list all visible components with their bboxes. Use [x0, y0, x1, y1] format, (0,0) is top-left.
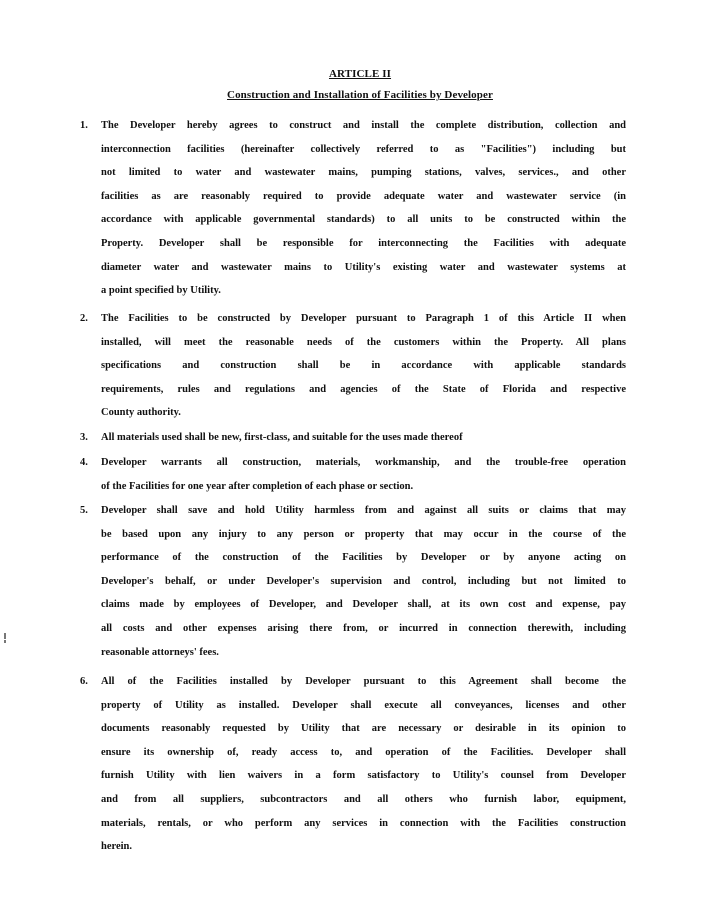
paragraph-line: County authority.	[101, 407, 181, 419]
paragraph-line: The Facilities to be constructed by Developer pursuant to Paragraph 1 of this Article II when	[101, 313, 626, 324]
scan-mark	[4, 633, 6, 639]
paragraph-line: ensure its ownership of, ready access to, and operation of the Facilities. Developer shall	[101, 746, 626, 758]
paragraph-line: accordance with applicable governmental standards) to all units to be constructed within the	[101, 214, 626, 226]
paragraph-line: facilities as are reasonably required to provide adequate water and wastewater service (in	[101, 190, 626, 202]
paragraph-line: Developer shall save and hold Utility harmless from and against all suits or claims that may	[101, 505, 626, 516]
paragraph-line: a point specified by Utility.	[101, 285, 221, 297]
paragraph-line: not limited to water and wastewater mains, pumping stations, valves, services., and other	[101, 167, 626, 179]
paragraph-line: be based upon any injury to any person or property that may occur in the course of the	[101, 528, 626, 540]
paragraph-line: herein.	[101, 841, 133, 853]
paragraph-line: Developer warrants all construction, materials, workmanship, and the trouble-free operation	[101, 457, 626, 468]
paragraph-number: 4.	[80, 457, 88, 468]
paragraph-line: diameter water and wastewater mains to Utility's existing water and wastewater systems at	[101, 261, 626, 273]
paragraph-line: Property. Developer shall be responsible for interconnecting the Facilities with adequate	[101, 237, 626, 249]
paragraph-line: of the Facilities for one year after completion of each phase or section.	[101, 480, 414, 492]
article-subheading: Construction and Installation of Facilities by Developer	[227, 89, 493, 101]
paragraph-line: claims made by employees of Developer, and Developer shall, at its own cost and expense, pay	[101, 599, 626, 611]
paragraph-line: property of Utility as installed. Developer shall execute all conveyances, licenses and other	[101, 699, 626, 711]
paragraph-text	[101, 505, 626, 670]
paragraph-line: All materials used shall be new, first-class, and suitable for the uses made thereof	[101, 432, 463, 443]
paragraph-line: interconnection facilities (hereinafter collectively referred to as "Facilities") including but	[101, 143, 626, 155]
paragraph-line: documents reasonably requested by Utility that are necessary or desirable in its opinion to	[101, 723, 626, 735]
paragraph-text	[101, 676, 626, 865]
paragraph-line: all costs and other expenses arising there from, or incurred in connection therewith, including	[101, 622, 626, 634]
paragraph-number: 6.	[80, 676, 88, 687]
paragraph-line: furnish Utility with lien waivers in a form satisfactory to Utility's counsel from Developer	[101, 770, 626, 782]
paragraph-line: specifications and construction shall be in accordance with applicable standards	[101, 360, 626, 372]
article-heading: ARTICLE II	[328, 68, 392, 80]
paragraph-text	[101, 457, 626, 504]
paragraph-number: 3.	[80, 432, 88, 443]
paragraph-line: reasonable attorneys' fees.	[101, 646, 219, 658]
paragraph-number: 5.	[80, 505, 88, 516]
paragraph-line: requirements, rules and regulations and agencies of the State of Florida and respective	[101, 383, 626, 395]
scan-mark	[4, 640, 6, 643]
paragraph-text	[101, 313, 626, 431]
paragraph-line: and from all suppliers, subcontractors and all others who furnish labor, equipment,	[101, 793, 626, 805]
paragraph-line: installed, will meet the reasonable needs of the customers within the Property. All plans	[101, 336, 626, 348]
paragraph-number: 2.	[80, 313, 88, 324]
paragraph-text	[101, 120, 626, 309]
paragraph-line: performance of the construction of the Facilities by Developer or by anyone acting on	[101, 552, 626, 564]
paragraph-line: materials, rentals, or who perform any services in connection with the Facilities construction	[101, 817, 626, 829]
paragraph-line: The Developer hereby agrees to construct and install the complete distribution, collection and	[101, 120, 626, 131]
paragraph-number: 1.	[80, 120, 88, 131]
paragraph-line: All of the Facilities installed by Developer pursuant to this Agreement shall become the	[101, 676, 626, 687]
paragraph-text	[101, 432, 626, 456]
paragraph-line: Developer's behalf, or under Developer's supervision and control, including but not limited to	[101, 575, 626, 587]
